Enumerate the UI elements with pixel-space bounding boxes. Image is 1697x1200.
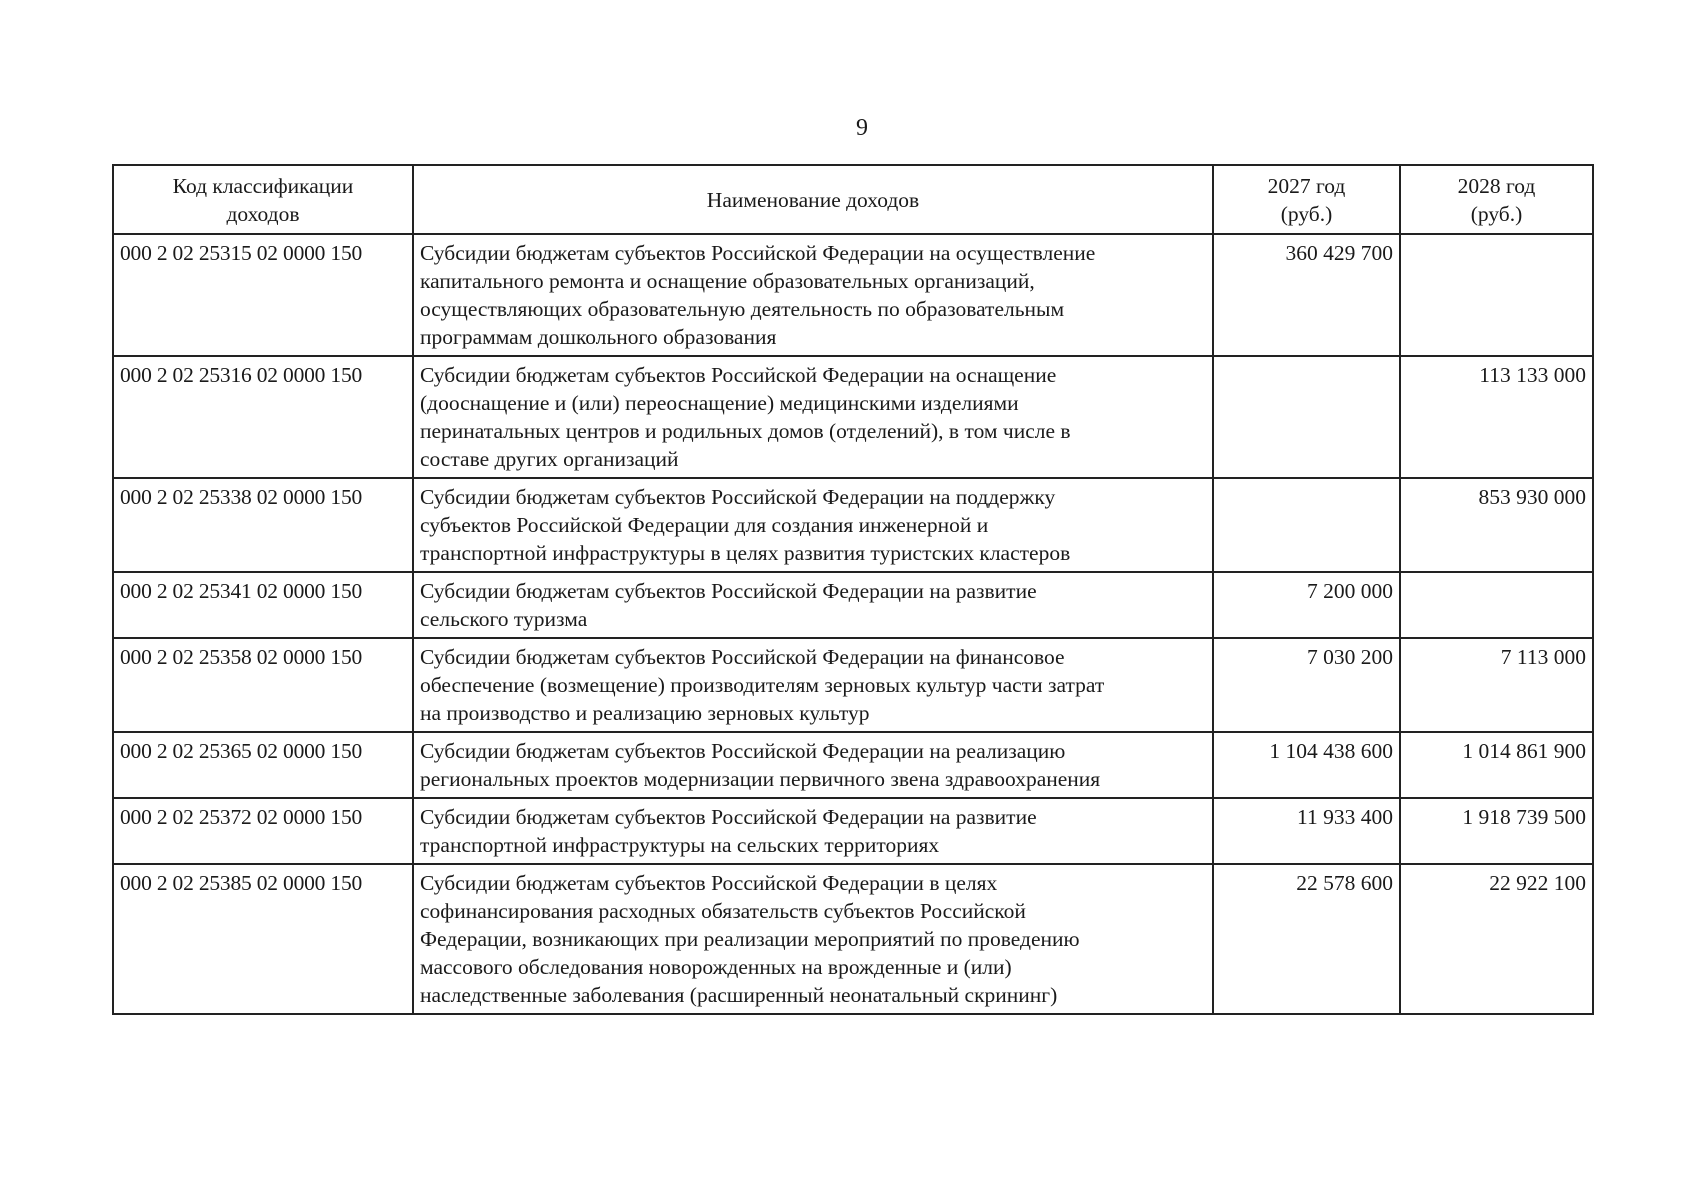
amount-2027: 7 200 000 xyxy=(1213,572,1400,638)
header-name: Наименование доходов xyxy=(413,165,1213,234)
amount-2028: 113 133 000 xyxy=(1400,356,1593,478)
table-row xyxy=(113,572,1593,638)
revenue-name-line: региональных проектов модернизации первичного звена здравоохранения xyxy=(420,767,1101,791)
classification-code: 000 2 02 25315 02 0000 150 xyxy=(113,234,413,356)
revenue-name xyxy=(413,234,1213,356)
revenue-name-line: наследственные заболевания (расширенный неонатальный скрининг) xyxy=(420,983,1058,1007)
table-row xyxy=(113,356,1593,478)
revenue-name-line: программам дошкольного образования xyxy=(420,325,777,349)
revenue-name-line: транспортной инфраструктуры в целях развития туристских кластеров xyxy=(420,541,1071,565)
table-row xyxy=(113,864,1593,1014)
revenue-name-line: Субсидии бюджетам субъектов Российской Федерации на развитие xyxy=(420,579,1037,603)
revenue-name xyxy=(413,478,1213,572)
amount-2027: 11 933 400 xyxy=(1213,798,1400,864)
revenue-name-line: Субсидии бюджетам субъектов Российской Федерации на реализацию xyxy=(420,739,1066,763)
amount-2027: 22 578 600 xyxy=(1213,864,1400,1014)
header-code: Код классификации доходов xyxy=(113,165,413,234)
classification-code: 000 2 02 25341 02 0000 150 xyxy=(113,572,413,638)
revenue-name-line: массового обследования новорожденных на врожденные и (или) xyxy=(420,955,1012,979)
table-row xyxy=(113,478,1593,572)
amount-2027: 360 429 700 xyxy=(1213,234,1400,356)
revenue-name-line: транспортной инфраструктуры на сельских территориях xyxy=(420,833,940,857)
amount-2028: 1 014 861 900 xyxy=(1400,732,1593,798)
classification-code: 000 2 02 25385 02 0000 150 xyxy=(113,864,413,1014)
amount-2028: 1 918 739 500 xyxy=(1400,798,1593,864)
revenue-name-line: сельского туризма xyxy=(420,607,588,631)
revenue-table xyxy=(112,164,1594,1015)
revenue-name-line: обеспечение (возмещение) производителям зерновых культур части затрат xyxy=(420,673,1105,697)
amount-2028: 853 930 000 xyxy=(1400,478,1593,572)
classification-code: 000 2 02 25365 02 0000 150 xyxy=(113,732,413,798)
revenue-name-line: капитального ремонта и оснащение образовательных организаций, xyxy=(420,269,1035,293)
table-row xyxy=(113,234,1593,356)
revenue-name-line: Субсидии бюджетам субъектов Российской Федерации на осуществление xyxy=(420,241,1096,265)
classification-code: 000 2 02 25338 02 0000 150 xyxy=(113,478,413,572)
revenue-name xyxy=(413,356,1213,478)
amount-2028: 7 113 000 xyxy=(1400,638,1593,732)
amount-2028 xyxy=(1400,572,1593,638)
page-number: 9 xyxy=(856,115,868,141)
revenue-name xyxy=(413,732,1213,798)
amount-2027: 1 104 438 600 xyxy=(1213,732,1400,798)
revenue-name xyxy=(413,572,1213,638)
revenue-name-line: Субсидии бюджетам субъектов Российской Федерации на финансовое xyxy=(420,645,1065,669)
amount-2028: 22 922 100 xyxy=(1400,864,1593,1014)
amount-2027 xyxy=(1213,478,1400,572)
table-row xyxy=(113,732,1593,798)
revenue-name-line: перинатальных центров и родильных домов (отделений), в том числе в xyxy=(420,419,1071,443)
revenue-name-line: Субсидии бюджетам субъектов Российской Федерации на развитие xyxy=(420,805,1037,829)
revenue-name-line: Субсидии бюджетам субъектов Российской Федерации на оснащение xyxy=(420,363,1057,387)
amount-2027 xyxy=(1213,356,1400,478)
classification-code: 000 2 02 25372 02 0000 150 xyxy=(113,798,413,864)
classification-code: 000 2 02 25358 02 0000 150 xyxy=(113,638,413,732)
revenue-name-line: Федерации, возникающих при реализации мероприятий по проведению xyxy=(420,927,1080,951)
table-row xyxy=(113,798,1593,864)
revenue-name-line: на производство и реализацию зерновых культур xyxy=(420,701,870,725)
revenue-name-line: субъектов Российской Федерации для создания инженерной и xyxy=(420,513,989,537)
revenue-name xyxy=(413,638,1213,732)
header-row xyxy=(113,165,1593,234)
revenue-name xyxy=(413,864,1213,1014)
header-2027: 2027 год (руб.) xyxy=(1213,165,1400,234)
table-row xyxy=(113,638,1593,732)
revenue-name xyxy=(413,798,1213,864)
header-2028: 2028 год (руб.) xyxy=(1400,165,1593,234)
amount-2028 xyxy=(1400,234,1593,356)
amount-2027: 7 030 200 xyxy=(1213,638,1400,732)
revenue-name-line: осуществляющих образовательную деятельность по образовательным xyxy=(420,297,1065,321)
revenue-name-line: составе других организаций xyxy=(420,447,679,471)
revenue-name-line: (дооснащение и (или) переоснащение) медицинскими изделиями xyxy=(420,391,1019,415)
classification-code: 000 2 02 25316 02 0000 150 xyxy=(113,356,413,478)
revenue-name-line: Субсидии бюджетам субъектов Российской Федерации на поддержку xyxy=(420,485,1056,509)
revenue-name-line: софинансирования расходных обязательств субъектов Российской xyxy=(420,899,1026,923)
revenue-name-line: Субсидии бюджетам субъектов Российской Федерации в целях xyxy=(420,871,998,895)
